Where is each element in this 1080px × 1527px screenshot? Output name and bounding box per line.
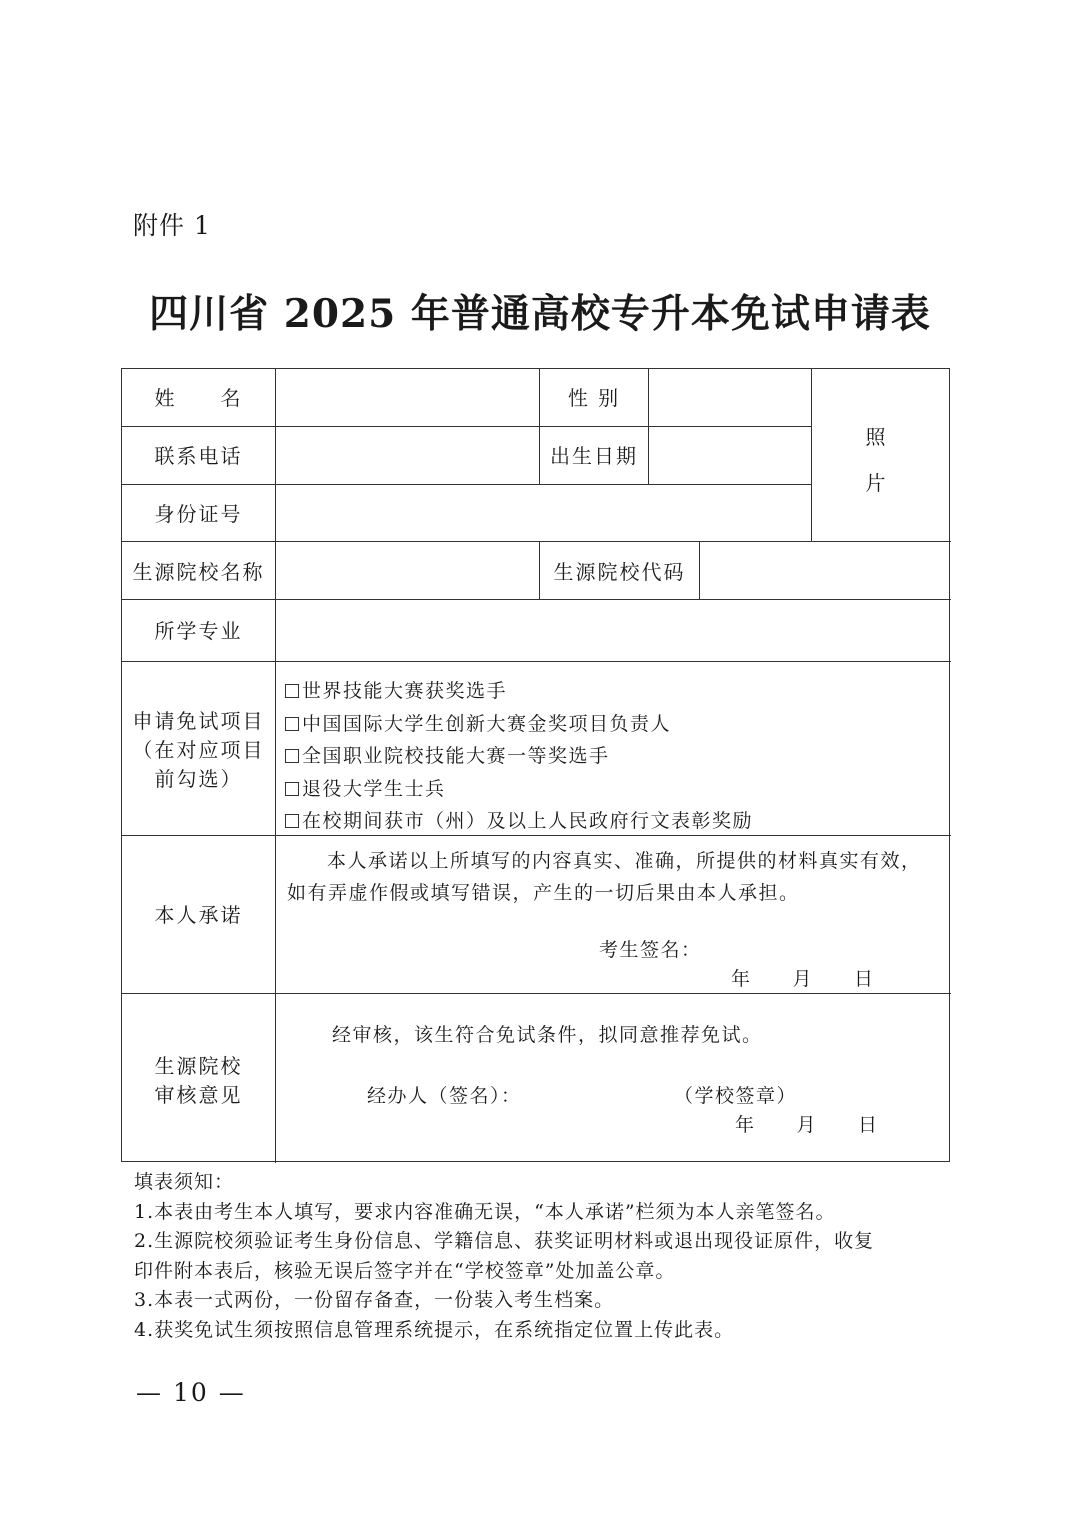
checkbox-icon[interactable] [285,717,299,731]
exempt-option-label: 世界技能大赛获奖选手 [302,680,508,702]
instruction-item: 4.获奖免试生须按照信息管理系统提示，在系统指定位置上传此表。 [134,1318,735,1341]
review-handler-label: 经办人（签名）： [367,1085,522,1107]
page-title: 四川省 2025 年普通高校专升本免试申请表 [149,291,931,337]
gender-label: 性 别 [567,386,621,410]
checkbox-icon[interactable] [285,684,299,698]
exempt-label-line-2: （在对应项目 [132,738,265,762]
pledge-signature-label: 考生签名： [599,939,702,961]
exempt-option[interactable] [285,708,753,741]
exempt-option[interactable] [285,740,753,773]
photo-label-line-2: 片 [865,471,886,495]
school-name-label: 生源院校名称 [132,560,265,584]
exempt-items-label [122,707,275,794]
instruction-item: 2.生源院校须验证考生身份信息、学籍信息、获奖证明材料或退出现役证原件，收复 [134,1230,875,1252]
pledge-date: 年 月 日 [731,968,875,990]
review-label-line-2: 审核意见 [154,1083,243,1107]
attachment-label: 附件 1 [133,211,211,240]
phone-field[interactable] [276,427,539,484]
school-code-label: 生源院校代码 [553,560,686,584]
exempt-option[interactable] [285,675,753,708]
id-number-field[interactable] [276,485,811,541]
checkbox-icon[interactable] [285,814,299,828]
exempt-label-line-3: 前勾选） [154,767,243,791]
exempt-label-line-1: 申请免试项目 [132,709,265,733]
birth-date-label: 出生日期 [550,444,638,468]
photo-label [812,414,939,506]
photo-label-line-1: 照 [865,425,886,449]
school-code-field[interactable] [700,542,951,599]
exempt-option-label: 全国职业院校技能大赛一等奖选手 [302,745,610,767]
instructions-heading: 填表须知： [134,1171,235,1193]
review-text: 经审核，该生符合免试条件，拟同意推荐免试。 [332,1024,763,1046]
id-number-label: 身份证号 [154,502,243,526]
review-label-line-1: 生源院校 [154,1054,243,1078]
row-divider [122,661,951,662]
pledge-label: 本人承诺 [154,903,243,927]
name-label: 姓 名 [154,386,243,410]
review-stamp-label: （学校签章） [674,1085,798,1107]
instruction-item: 印件附本表后，核验无误后签字并在“学校签章”处加盖公章。 [134,1259,676,1282]
form-instructions [134,1168,954,1345]
page-number: — 10 — [136,1378,246,1407]
exempt-option[interactable] [285,805,753,838]
checkbox-icon[interactable] [285,782,299,796]
exempt-option-label: 退役大学生士兵 [302,777,446,800]
birth-date-field[interactable] [649,427,811,484]
major-field[interactable] [276,600,951,661]
checkbox-icon[interactable] [285,749,299,763]
pledge-signature-field[interactable] [699,934,899,964]
review-label [122,1052,275,1110]
exempt-option-label: 中国国际大学生创新大赛金奖项目负责人 [302,712,672,735]
gender-field[interactable] [649,369,811,426]
major-label: 所学专业 [154,619,243,643]
exempt-options-list [285,675,753,838]
school-name-field[interactable] [276,542,539,599]
pledge-text-line-2: 如有弄虚作假或填写错误，产生的一切后果由本人承担。 [287,882,800,904]
exempt-option-label: 在校期间获市（州）及以上人民政府行文表彰奖励 [302,810,754,832]
instruction-item: 1.本表由考生本人填写，要求内容准确无误，“本人承诺”栏须为本人亲笔签名。 [134,1200,836,1223]
phone-label: 联系电话 [154,444,243,468]
name-field[interactable] [276,369,539,426]
pledge-text-line-1: 本人承诺以上所填写的内容真实、准确，所提供的材料真实有效， [327,850,922,872]
application-form [121,368,950,1162]
review-date: 年 月 日 [735,1114,879,1136]
exempt-option[interactable] [285,773,753,806]
instruction-item: 3.本表一式两份，一份留存备查，一份装入考生档案。 [134,1289,615,1311]
